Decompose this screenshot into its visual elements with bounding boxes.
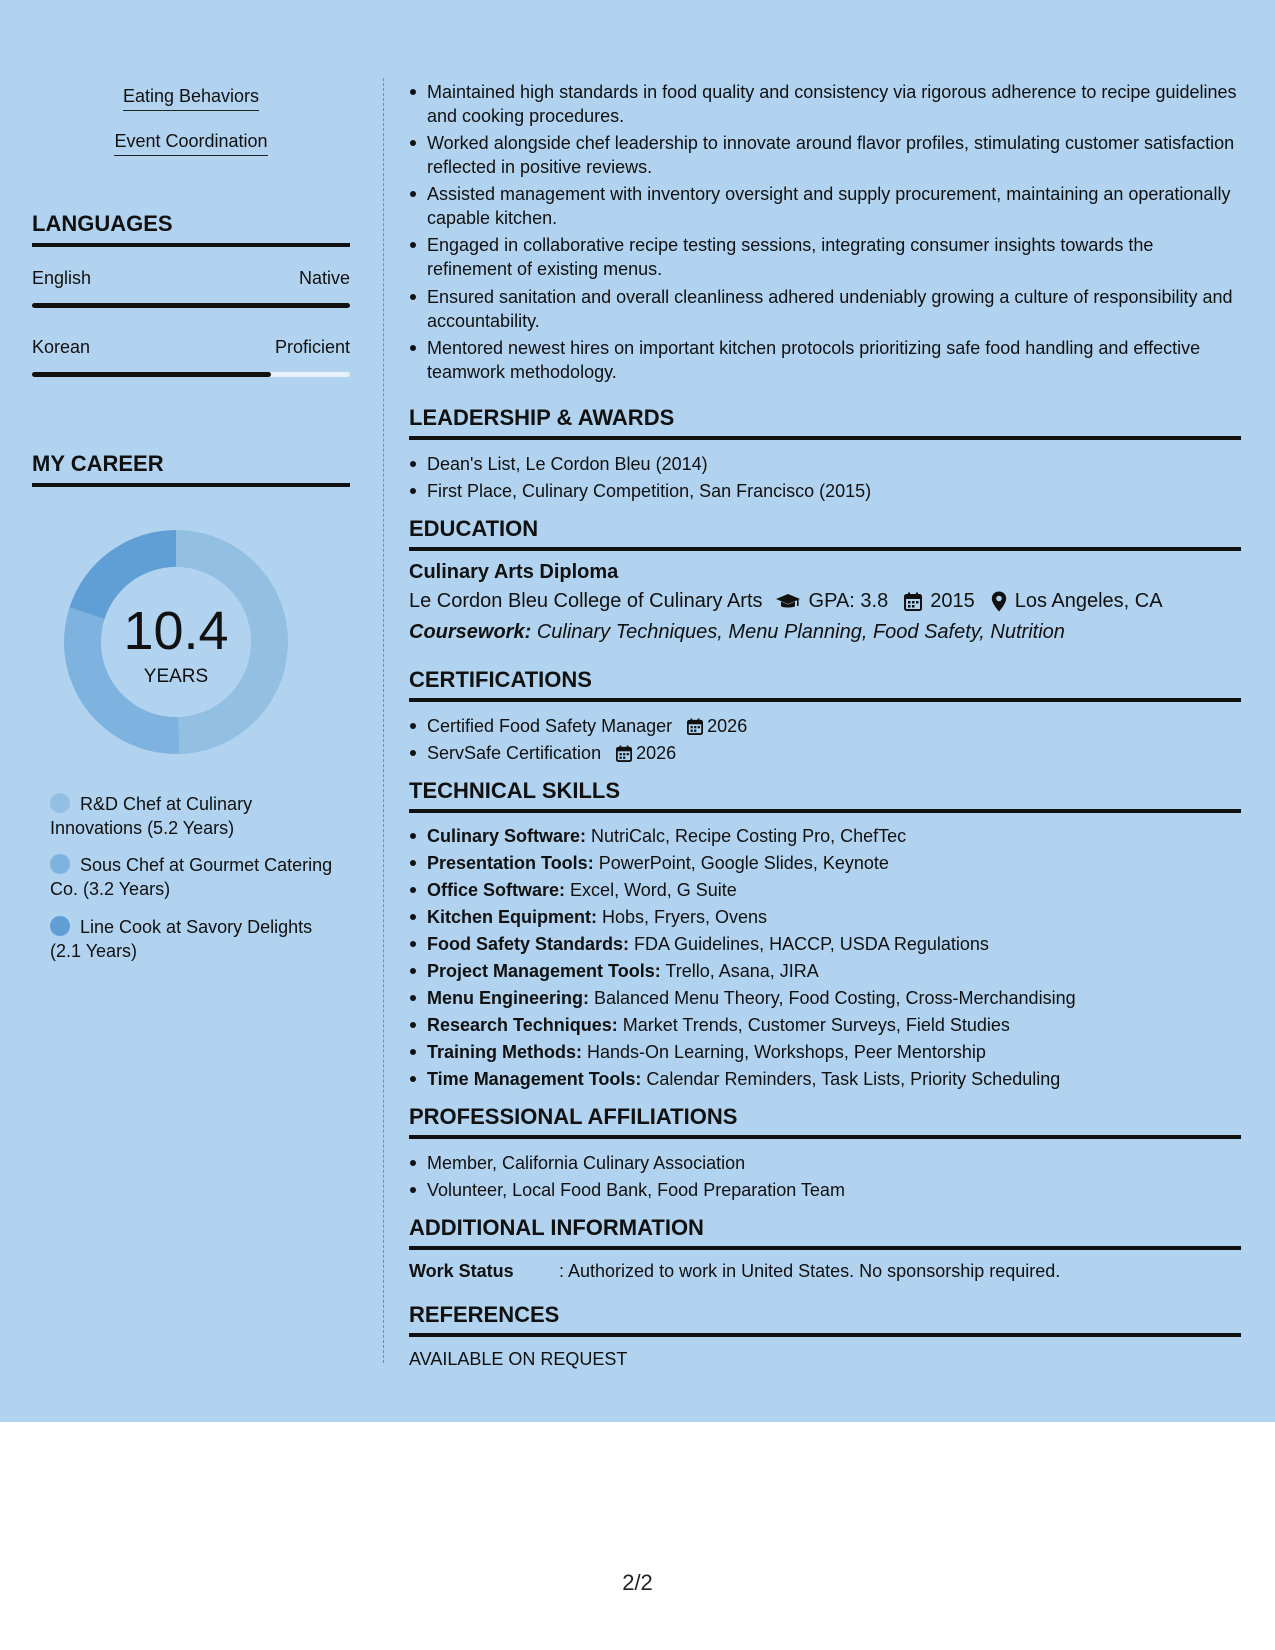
- education-details: [409, 590, 1241, 613]
- language-bar: [32, 303, 350, 308]
- section-heading: PROFESSIONAL AFFILIATIONS: [409, 1104, 1241, 1139]
- language-bar: [32, 372, 350, 377]
- list-item: Assisted management with inventory oversight and supply procurement, maintaining an operationally capable kitchen.: [409, 182, 1241, 230]
- section-heading: TECHNICAL SKILLS: [409, 778, 1241, 813]
- certifications-section: [409, 667, 1241, 765]
- gpa: GPA: 3.8: [808, 590, 889, 612]
- career-legend-item: Sous Chef at Gourmet Catering Co. (3.2 Years): [50, 855, 333, 899]
- list-item: Menu Engineering: Balanced Menu Theory, Food Costing, Cross-Merchandising: [409, 986, 1241, 1010]
- section-heading: REFERENCES: [409, 1302, 1241, 1337]
- affiliations-section: [409, 1104, 1241, 1202]
- section-heading: ADDITIONAL INFORMATION: [409, 1215, 1241, 1250]
- graduation-cap-icon: [775, 593, 801, 611]
- languages-heading: LANGUAGES: [32, 211, 350, 247]
- language-bar-fill: [32, 372, 271, 377]
- career-total-unit: YEARS: [143, 666, 209, 687]
- list-item: Dean's List, Le Cordon Bleu (2014): [409, 452, 1241, 476]
- graduation-year: 2015: [930, 590, 975, 612]
- work-status-value: : Authorized to work in United States. No sponsorship required.: [559, 1261, 1061, 1281]
- list-item: First Place, Culinary Competition, San Francisco (2015): [409, 479, 1241, 503]
- references-text: AVAILABLE ON REQUEST: [409, 1349, 628, 1369]
- career-heading: MY CAREER: [32, 451, 350, 487]
- language-bar-fill: [32, 303, 350, 308]
- legend-dot: [50, 916, 70, 936]
- list-item: Office Software: Excel, Word, G Suite: [409, 878, 1241, 902]
- list-item: Presentation Tools: PowerPoint, Google Slides, Keynote: [409, 851, 1241, 875]
- section-heading: CERTIFICATIONS: [409, 667, 1241, 702]
- work-status-label: Work Status: [409, 1261, 514, 1281]
- language-name: Korean: [32, 337, 91, 357]
- list-item: Culinary Software: NutriCalc, Recipe Costing Pro, ChefTec: [409, 824, 1241, 848]
- list-item: Volunteer, Local Food Bank, Food Preparation Team: [409, 1178, 1241, 1202]
- references-section: [409, 1302, 1241, 1370]
- career-total-years: 10.4: [123, 601, 229, 661]
- skill-tag: Eating Behaviors: [32, 86, 350, 111]
- list-item: Mentored newest hires on important kitchen protocols prioritizing safe food handling and effective teamwork methodology.: [409, 336, 1241, 384]
- column-divider: [383, 78, 384, 1363]
- career-legend-item: Line Cook at Savory Delights (2.1 Years): [50, 917, 313, 961]
- section-heading: LEADERSHIP & AWARDS: [409, 405, 1241, 440]
- list-item: ServSafe Certification 2026: [409, 741, 1241, 765]
- language-level: Proficient: [274, 337, 350, 357]
- degree-title: Culinary Arts Diploma: [409, 561, 619, 583]
- additional-info-section: [409, 1215, 1241, 1282]
- skill-tag: Event Coordination: [32, 131, 350, 156]
- list-item: Project Management Tools: Trello, Asana, JIRA: [409, 959, 1241, 983]
- experience-bullets: [409, 80, 1241, 384]
- list-item: Time Management Tools: Calendar Reminders, Task Lists, Priority Scheduling: [409, 1067, 1241, 1091]
- language-level: Native: [298, 268, 350, 288]
- legend-dot: [50, 854, 70, 874]
- language-korean: [32, 337, 350, 377]
- calendar-icon: [616, 745, 632, 762]
- school-location: Los Angeles, CA: [1014, 590, 1163, 612]
- school-name: Le Cordon Bleu College of Culinary Arts: [409, 590, 763, 612]
- career-legend-item: R&D Chef at Culinary Innovations (5.2 Years): [50, 794, 253, 838]
- coursework: Coursework: Culinary Techniques, Menu Planning, Food Safety, Nutrition: [409, 621, 1065, 643]
- list-item: Worked alongside chef leadership to innovate around flavor profiles, stimulating customer satisfaction reflected in positive reviews.: [409, 131, 1241, 179]
- language-english: [32, 268, 350, 308]
- career-donut-chart: [62, 528, 290, 756]
- list-item: Food Safety Standards: FDA Guidelines, HACCP, USDA Regulations: [409, 932, 1241, 956]
- map-pin-icon: [991, 591, 1007, 612]
- page-number: 2/2: [622, 1570, 653, 1595]
- work-status-row: [409, 1261, 1241, 1282]
- list-item: Research Techniques: Market Trends, Customer Surveys, Field Studies: [409, 1013, 1241, 1037]
- list-item: Kitchen Equipment: Hobs, Fryers, Ovens: [409, 905, 1241, 929]
- language-name: English: [32, 268, 92, 288]
- calendar-icon: [687, 718, 703, 735]
- legend-dot: [50, 793, 70, 813]
- list-item: Training Methods: Hands-On Learning, Workshops, Peer Mentorship: [409, 1040, 1241, 1064]
- list-item: Ensured sanitation and overall cleanliness adhered undeniably growing a culture of responsibility and accountability.: [409, 285, 1241, 333]
- list-item: Member, California Culinary Association: [409, 1151, 1241, 1175]
- education-section: [409, 516, 1241, 644]
- calendar-icon: [904, 592, 922, 611]
- list-item: Certified Food Safety Manager 2026: [409, 714, 1241, 738]
- section-heading: EDUCATION: [409, 516, 1241, 551]
- list-item: Engaged in collaborative recipe testing sessions, integrating consumer insights towards the refinement of existing menus.: [409, 233, 1241, 281]
- list-item: Maintained high standards in food quality and consistency via rigorous adherence to recipe guidelines and cooking procedures.: [409, 80, 1241, 128]
- technical-skills-section: [409, 778, 1241, 1091]
- leadership-section: [409, 405, 1241, 503]
